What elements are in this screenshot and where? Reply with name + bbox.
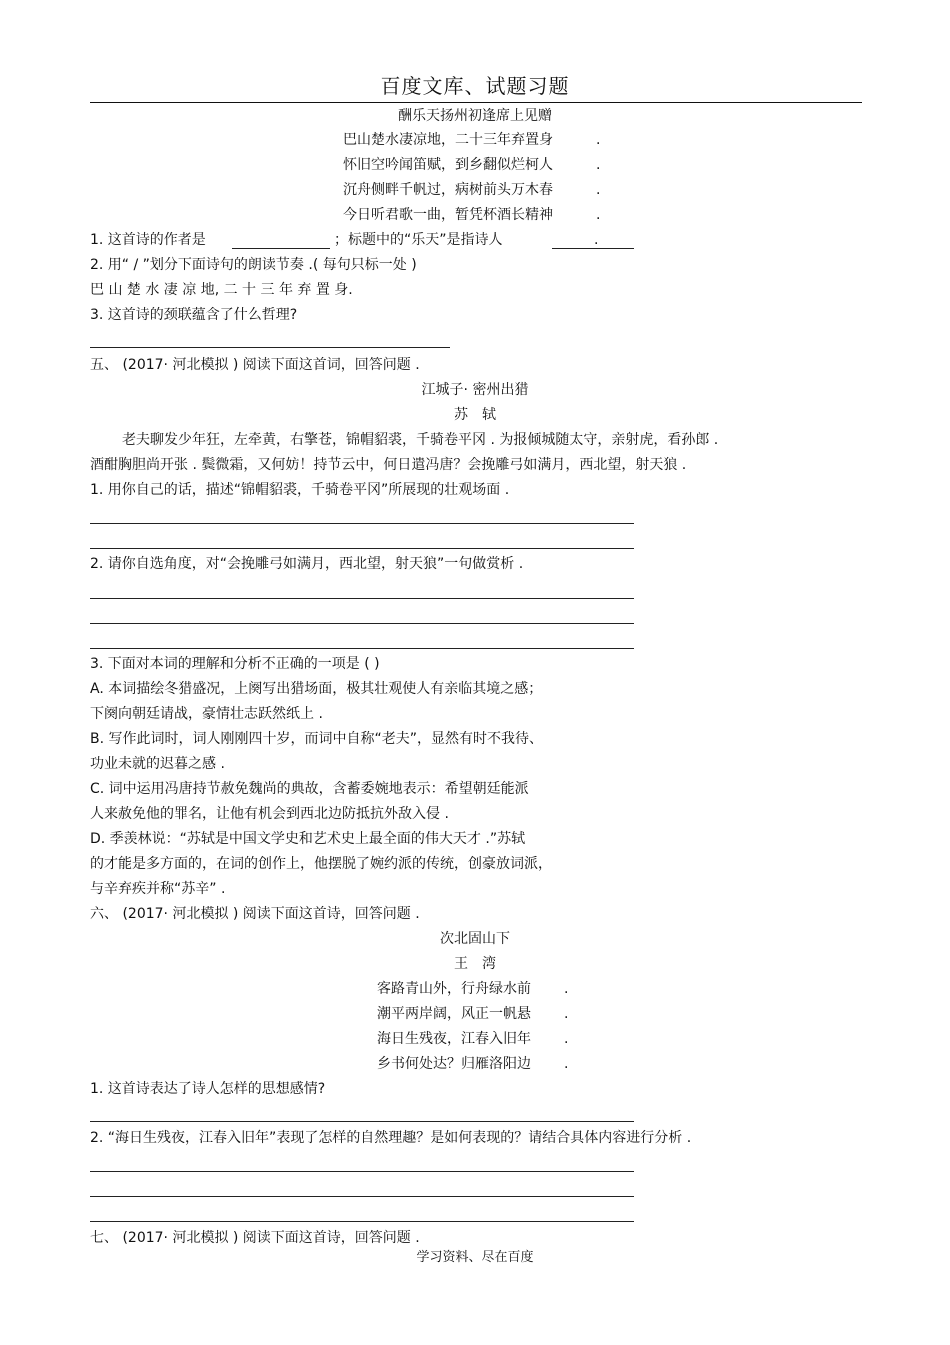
- section6-dot-3: .: [564, 1031, 569, 1047]
- poem1-q2-line: 巴 山 楚 水 凄 凉 地, 二 十 三 年 弃 置 身.: [90, 282, 353, 298]
- section6-dot-2: .: [564, 1006, 569, 1022]
- answer-line[interactable]: [90, 1121, 634, 1122]
- poem1-q1-prefix: 1. 这首诗的作者是: [90, 232, 206, 248]
- section5-text-2: 酒酣胸胆尚开张 . 鬓微霜，又何妨！持节云中，何日遣冯唐？会挽雕弓如满月，西北望，射天狼 .: [90, 457, 687, 473]
- header-rule: [90, 102, 862, 103]
- poem1-line-1: 巴山楚水凄凉地，二十三年弃置身: [343, 132, 553, 148]
- section6-line-4: 乡书何处达？归雁洛阳边: [377, 1056, 531, 1072]
- answer-line[interactable]: [90, 1171, 634, 1172]
- section6-dot-4: .: [564, 1056, 569, 1072]
- section5-option-d-cont: 的才能是多方面的，在词的创作上，他摆脱了婉约派的传统，创豪放词派，: [90, 856, 552, 872]
- section5-author: 苏 轼: [454, 407, 496, 423]
- poem1-q2: 2. 用“ / ”划分下面诗句的朗读节奏 .( 每句只标一处 ): [90, 257, 417, 273]
- answer-line[interactable]: [90, 347, 450, 348]
- section5-option-d-cont2: 与辛弃疾并称“苏辛” .: [90, 881, 226, 897]
- section6-line-3: 海日生残夜，江春入旧年: [377, 1031, 531, 1047]
- poem1-dot-3: .: [596, 182, 601, 198]
- poem1-dot-4: .: [596, 207, 601, 223]
- section5-option-a: A. 本词描绘冬猎盛况，上阕写出猎场面，极其壮观使人有亲临其境之感；: [90, 681, 543, 697]
- poem1-title: 酬乐天扬州初逢席上见赠: [398, 108, 552, 124]
- poem1-dot-2: .: [596, 157, 601, 173]
- section6-author: 王 湾: [454, 956, 496, 972]
- section5-option-c-cont: 人来赦免他的罪名，让他有机会到西北边防抵抗外敌入侵 .: [90, 806, 449, 822]
- poem1-q1-end: .: [594, 232, 599, 248]
- section5-text-1: 老夫聊发少年狂，左牵黄，右擎苍，锦帽貂裘，千骑卷平冈 . 为报倾城随太守，亲射虎，看孙郎 .: [122, 432, 719, 448]
- answer-line[interactable]: [90, 648, 634, 649]
- poem1-q3: 3. 这首诗的颈联蕴含了什么哲理?: [90, 307, 298, 323]
- section6-title: 次北固山下: [440, 931, 510, 947]
- answer-blank-author[interactable]: [232, 248, 330, 249]
- section5-q3: 3. 下面对本词的理解和分析不正确的一项是 ( ): [90, 656, 380, 672]
- answer-line[interactable]: [90, 1221, 634, 1222]
- section6-line-1: 客路青山外，行舟绿水前: [377, 981, 531, 997]
- section5-option-b: B. 写作此词时，词人刚刚四十岁，而词中自称“老夫”，显然有时不我待、: [90, 731, 544, 747]
- section6-q1: 1. 这首诗表达了诗人怎样的思想感情?: [90, 1081, 326, 1097]
- page-footer: 学习资料、尽在百度: [416, 1250, 534, 1265]
- page-header-title: 百度文库、试题习题: [380, 74, 570, 98]
- answer-line[interactable]: [90, 548, 634, 549]
- poem1-line-4: 今日听君歌一曲，暂凭杯酒长精神: [343, 207, 553, 223]
- poem1-line-3: 沉舟侧畔千帆过，病树前头万木春: [343, 182, 553, 198]
- section6-heading: 六、 (2017· 河北模拟 ) 阅读下面这首诗，回答问题 .: [90, 906, 420, 922]
- section7-heading: 七、 (2017· 河北模拟 ) 阅读下面这首诗，回答问题 .: [90, 1230, 420, 1246]
- section5-title: 江城子· 密州出猎: [421, 382, 529, 398]
- section5-option-d: D. 季羡林说：“苏轼是中国文学史和艺术史上最全面的伟大天才 .”苏轼: [90, 831, 526, 847]
- poem1-q1-suffix: ；标题中的“乐天”是指诗人: [334, 232, 503, 248]
- section5-option-c: C. 词中运用冯唐持节赦免魏尚的典故，含蓄委婉地表示：希望朝廷能派: [90, 781, 529, 797]
- section6-dot-1: .: [564, 981, 569, 997]
- answer-line[interactable]: [90, 1196, 634, 1197]
- section5-q2: 2. 请你自选角度，对“会挽雕弓如满月，西北望，射天狼”一句做赏析 .: [90, 556, 524, 572]
- section5-q1: 1. 用你自己的话，描述“锦帽貂裘，千骑卷平冈”所展现的壮观场面 .: [90, 482, 510, 498]
- answer-line[interactable]: [90, 623, 634, 624]
- section5-option-b-cont: 功业未就的迟暮之感 .: [90, 756, 225, 772]
- answer-line[interactable]: [90, 523, 634, 524]
- poem1-line-2: 怀旧空吟闻笛赋，到乡翻似烂柯人: [343, 157, 553, 173]
- section6-q2: 2. “海日生残夜，江春入旧年”表现了怎样的自然理趣？是如何表现的？请结合具体内容进行分析 .: [90, 1130, 692, 1146]
- answer-blank-letian[interactable]: [552, 248, 634, 249]
- poem1-dot-1: .: [596, 132, 601, 148]
- section5-option-a-cont: 下阕向朝廷请战，豪情壮志跃然纸上 .: [90, 706, 323, 722]
- section5-heading: 五、 (2017· 河北模拟 ) 阅读下面这首词，回答问题 .: [90, 357, 420, 373]
- section6-line-2: 潮平两岸阔，风正一帆悬: [377, 1006, 531, 1022]
- answer-line[interactable]: [90, 598, 634, 599]
